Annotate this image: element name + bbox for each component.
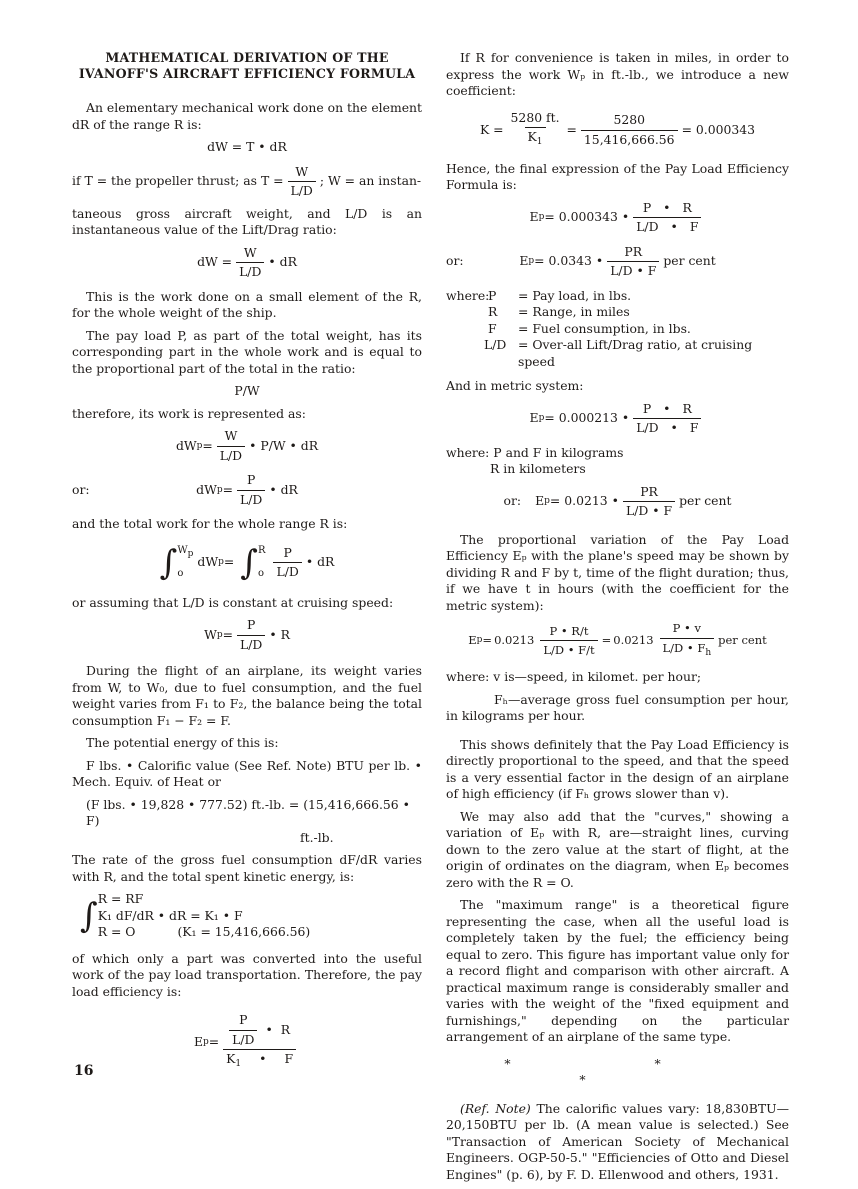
def-key: R — [488, 304, 498, 319]
equation-Ep-metric: E p = 0.000213 • $\frac{P • R}{L/D • F}$ — [446, 401, 789, 437]
equation-dWp: dW p = $\frac{W}{L/D}$ • P/W • dR — [175, 428, 319, 463]
integrand: K₁ dF/dR • dR = K₁ • F — [97, 907, 243, 923]
k-value: = 0.000343 — [681, 121, 756, 137]
paragraph: The rate of the gross fuel consumption dF/dR varies with R, and the total spent kinetic energy, is: — [72, 852, 422, 884]
paragraph: therefore, its work is represented as: — [72, 405, 306, 421]
equation-integral: ∫ Wp o dW p = ∫ R o $\frac{P}{L/D}$ • dR — [159, 542, 335, 583]
paragraph: where: v is—speed, in kilomet. per hour; — [446, 669, 702, 684]
coefficient: 0.0213 — [494, 633, 535, 648]
equation-K: K = $\frac{5280 ft.}{K_1}$ = $\frac{5280}{15,416,666.56}$ = 0.000343 — [446, 110, 789, 151]
thrust-text-end: ; W = an instan- — [319, 173, 422, 189]
paragraph: The pay load P, as part of the total weight, has its corresponding part in the whole work and is equal to the proportional part of the total in the ratio: — [72, 327, 422, 376]
def-value: = Range, in miles — [518, 304, 630, 319]
equation-dW: dW = T • dR — [207, 139, 287, 154]
equation-Wp: W p = $\frac{P}{L/D}$ • R — [204, 617, 290, 652]
per-cent: per cent — [663, 253, 716, 269]
paragraph: This is the work done on a small element of the R, for the whole weight of the ship. — [72, 288, 422, 320]
paragraph: or assuming that L/D is constant at cruising speed: — [72, 594, 394, 610]
paragraph: Fₕ—average gross fuel consumption per hour, in kilograms per hour. — [446, 691, 789, 723]
paragraph: F lbs. • Calorific value (See Ref. Note) BTU per lb. • Mech. Equiv. of Heat or — [72, 757, 422, 789]
constant-K1: (K₁ = 15,416,666.56) — [177, 924, 311, 939]
definitions — [446, 288, 789, 371]
thrust-line — [72, 164, 422, 200]
paragraph: The potential energy of this is: — [86, 735, 279, 750]
def-key: F — [488, 320, 497, 336]
ratio-label: P/W — [234, 383, 260, 398]
limit-upper: R = RF — [97, 891, 144, 906]
paragraph: The proportional variation of the Pay Load Efficiency Eₚ with the plane's speed may be shown by dividing R and F by t, time of the flight duration; thus, if we have t in hours (with the coefficient for the metric system): — [446, 531, 789, 613]
equation-Ep-metric-percent: or: E p = 0.0213 • $\frac{PR}{L/D • F}$ per cent — [503, 483, 732, 518]
paragraph: If R for convenience is taken in miles, in order to express the work Wₚ in ft.-lb., we introduce a new coefficient: — [446, 50, 789, 98]
reference-note — [446, 1101, 789, 1184]
left-column — [72, 50, 422, 1081]
or-label: or: — [446, 253, 464, 269]
equation-dW-LD: dW = $\frac{W}{L/D}$ • dR — [197, 244, 297, 279]
k-numerator: 5280 ft. — [510, 109, 560, 125]
paragraph: During the flight of an airplane, its weight varies from W, to W₀, due to fuel consumption, and the fuel weight varies from F₁ to F₂, the balance being the total consumption F₁ − F₂ = F. — [72, 663, 422, 728]
fraction: $\frac{W}{L/D}$ — [288, 164, 316, 200]
where-metric-2: R in kilometers — [490, 461, 586, 476]
equation-dWp-simplified: or: dW p = $\frac{P}{L/D}$ • dR — [72, 472, 298, 507]
def-key: P — [488, 287, 497, 303]
equation-Ep-K1: E p = $\frac{P}{L/D}$ • R $K_1$ • F — [72, 1012, 422, 1073]
coefficient: 0.0213 — [564, 493, 608, 509]
coefficient: 0.000343 — [558, 209, 618, 225]
energy-line: (F lbs. • 19,828 • 777.52) ft.-lb. = (15,416,666.56 • F) — [86, 796, 410, 828]
where-label: where: — [446, 287, 490, 303]
coefficient: 0.0343 — [548, 253, 592, 269]
ref-label: (Ref. Note) — [460, 1100, 531, 1116]
per-cent: per cent — [718, 633, 767, 648]
where-metric: where: P and F in kilograms — [446, 444, 624, 460]
coefficient: 0.0213 — [613, 633, 654, 648]
integral-kinetic: ∫ R = RF K₁ dF/dR • dR = K₁ • F R = O (K₁ = 15,416,666.56) — [80, 891, 422, 941]
def-value: = Over-all Lift/Drag ratio, at cruising speed — [518, 337, 753, 369]
k-numerator-value: 5280 — [613, 112, 646, 127]
limit-lower: R = O — [97, 924, 136, 939]
paragraph: taneous gross aircraft weight, and L/D is an instantaneous value of the Lift/Drag ratio: — [72, 205, 422, 237]
section-divider: * * * — [504, 1055, 731, 1087]
coefficient: 0.000213 — [558, 410, 618, 426]
equation-Ep-percent: or: E p = 0.0343 • $\frac{PR}{L/D • F}$ per cent — [446, 243, 716, 278]
energy-unit: ft.-lb. — [300, 829, 334, 845]
equation-Ep-speed: E p = 0.0213 $\frac{P • R/t}{L/D • F/t}$ = 0.0213 $\frac{P • v}{L/D • F_h}$ per cent — [446, 620, 789, 661]
page-number: 16 — [74, 1063, 94, 1079]
equation-Ep-final: E p = 0.000343 • $\frac{P • R}{L/D • F}$ — [446, 200, 789, 236]
k-denominator-value: 15,416,666.56 — [581, 130, 678, 149]
right-column — [446, 50, 789, 1189]
paragraph: Hence, the final expression of the Pay Load Efficiency Formula is: — [446, 160, 789, 192]
ref-text: The calorific values vary: 18,830BTU—20,150BTU per lb. (A mean value is selected.) See "Transaction of American Society of Mechanical Engineers. OGP-50-5." "Efficiencies of Otto and Diesel Engines" (p. 6), by F. D. Ellenwood and others, 1931. — [446, 1100, 789, 1182]
paragraph: We may also add that the "curves," showing a variation of Eₚ with R, are—straight lines, curving down to the zero value at the start of flight, at the origin of ordinates on the diagram, when Eₚ becomes zero with the R = O. — [446, 808, 789, 890]
paragraph: This shows definitely that the Pay Load Efficiency is directly proportional to the speed, and that the speed is a very essential factor in the design of an airplane of high efficiency (if Fₕ grows slower than v). — [446, 736, 789, 801]
paragraph: And in metric system: — [446, 378, 584, 393]
def-value: = Pay load, in lbs. — [518, 287, 632, 303]
or-label: or: — [72, 481, 90, 497]
section-title: MATHEMATICAL DERIVATION OF THE IVANOFF'S AIRCRAFT EFFICIENCY FORMULA — [78, 50, 416, 81]
def-key: L/D — [484, 337, 507, 352]
paragraph: An elementary mechanical work done on the element dR of the range R is: — [72, 100, 422, 132]
paragraph: and the total work for the whole range R is: — [72, 516, 348, 531]
paragraph: of which only a part was converted into the useful work of the pay load transportation. Therefore, the pay load efficiency is: — [72, 950, 422, 999]
thrust-text: if T = the propeller thrust; as T = — [72, 173, 284, 189]
def-value: = Fuel consumption, in lbs. — [518, 320, 691, 336]
paragraph: The "maximum range" is a theoretical figure representing the case, when all the useful load is completely taken by the fuel; the efficiency being equal to zero. This figure has important value only for a record flight and comparison with other aircraft. A practical maximum range is considerably smaller and varies with the weight of the "fixed equipment and furnishings," depending on the particular arrangement of an airplane of the same type. — [446, 897, 789, 1044]
per-cent: per cent — [679, 493, 732, 509]
